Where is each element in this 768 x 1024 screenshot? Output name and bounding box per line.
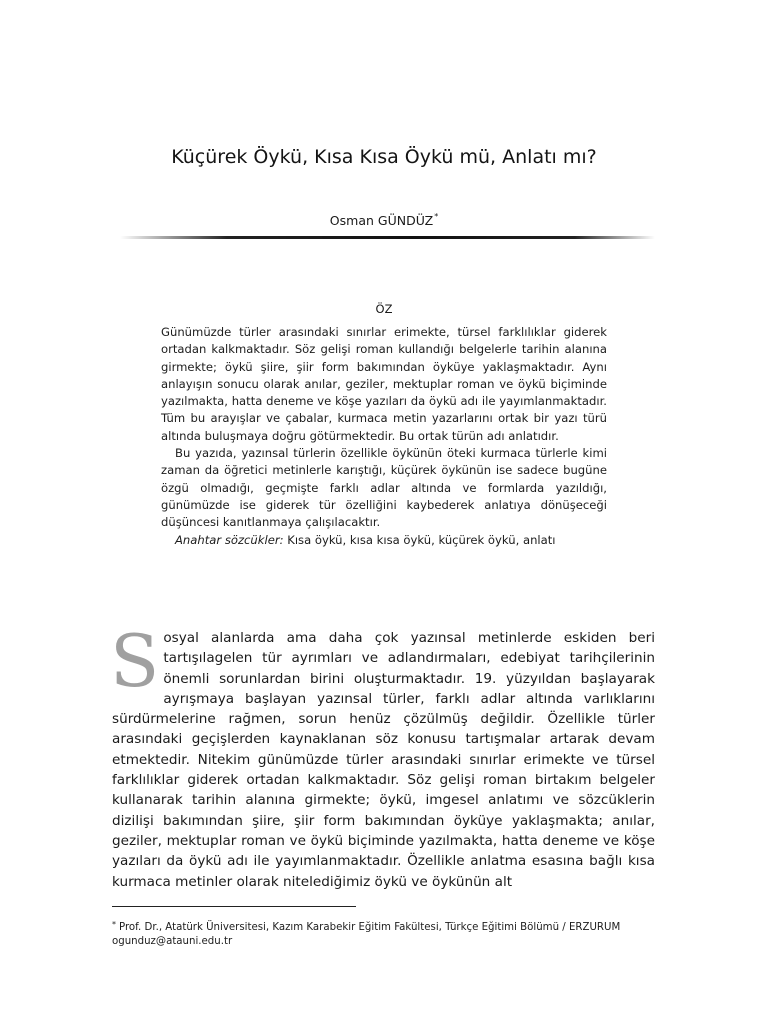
footnote-affiliation: Prof. Dr., Atatürk Üniversitesi, Kazım Karabekir Eğitim Fakültesi, Türkçe Eğitimi Bölümü / ERZURUM (119, 922, 621, 933)
footnote-divider (112, 906, 356, 907)
footnote (112, 918, 672, 949)
keywords-label: Anahtar sözcükler: (175, 532, 284, 547)
footnote-mark: * (112, 920, 116, 929)
author-footnote-mark: * (434, 212, 439, 221)
abstract (161, 324, 607, 549)
abstract-heading: ÖZ (375, 302, 393, 316)
author-line (0, 212, 768, 228)
keywords-list: Kısa öykü, kısa kısa öykü, küçürek öykü, anlatı (283, 532, 556, 547)
footnote-email: ogunduz@atauni.edu.tr (112, 936, 233, 947)
abstract-paragraph: Bu yazıda, yazınsal türlerin özellikle öykünün öteki kurmaca türlerle kimi zaman da öğretici metinlerle karıştığı, küçürek öykünün ise sadece bugüne özgü olmadığı, geçmişte farklı adlar altında ve formlarda yazıldığı, günümüzde ise giderek tür özelliğini kaybederek anlatıya dönüşeceği düşüncesi kanıtlanmaya çalışılacaktır. (161, 446, 607, 530)
keywords (161, 532, 607, 549)
title-divider (120, 236, 655, 239)
footnote-affiliation-line (112, 918, 672, 935)
body-paragraph (110, 619, 655, 892)
abstract-paragraph: Günümüzde türler arasındaki sınırlar erimekte, türsel farklılıklar giderek ortadan kalkmaktadır. Söz gelişi roman kullandığı belgelerle tarihin alanına girmekte; öykü şiire, şiir form bakımından öyküye yaklaşmaktadır. Aynı anlayışın sonucu olarak anılar, geziler, mektuplar roman ve öykü biçiminde yazılmakta, hatta deneme ve köşe yazıları da öykü adı ile yayımlanmaktadır. Tüm bu arayışlar ve çabalar, kurmaca metin yazarlarını ortak bir yazı türü altında buluşmaya doğru götürmektedir. Bu ortak türün adı anlatıdır. (161, 325, 607, 443)
body-paragraph-text: osyal alanlarda ama daha çok yazınsal metinlerde eskiden beri tartışılagelen tür ayrımları ve adlandırmaları, edebiyat tarihçilerinin önemli sorunlardan birini oluşturmaktadır. 19. yüzyıldan başlayarak ayrışmaya başlayan yazınsal türler, farklı adlar altında varlıklarını sürdürmelerine rağmen, sorun henüz çözülmüş değildir. Özellikle türler arasındaki geçişlerden kaynaklanan söz konusu tartışmalar artarak devam etmektedir. Nitekim günümüzde türler arasındaki sınırlar erimekte ve türsel farklılıklar giderek ortadan kalkmaktadır. Söz gelişi roman birtakım belgeler kullanarak tarihin alanına girmekte; öykü, imgesel anlatımı ve sözcüklerin dizilişi bakımından şiire, şiir form bakımından öyküye yaklaşmakta; anılar, geziler, mektuplar roman ve öykü biçiminde yazılmakta, hatta deneme ve köşe yazıları da öykü adı ile yayımlanmaktadır. Özellikle anlatma esasına bağlı kısa kurmaca metinler olarak nitelediğimiz öykü ve öykünün alt (112, 630, 655, 890)
body-text (110, 619, 655, 892)
author-name: Osman GÜNDÜZ (329, 213, 434, 228)
drop-cap: S (110, 619, 160, 703)
article-title: Küçürek Öykü, Kısa Kısa Öykü mü, Anlatı mı? (171, 146, 597, 168)
